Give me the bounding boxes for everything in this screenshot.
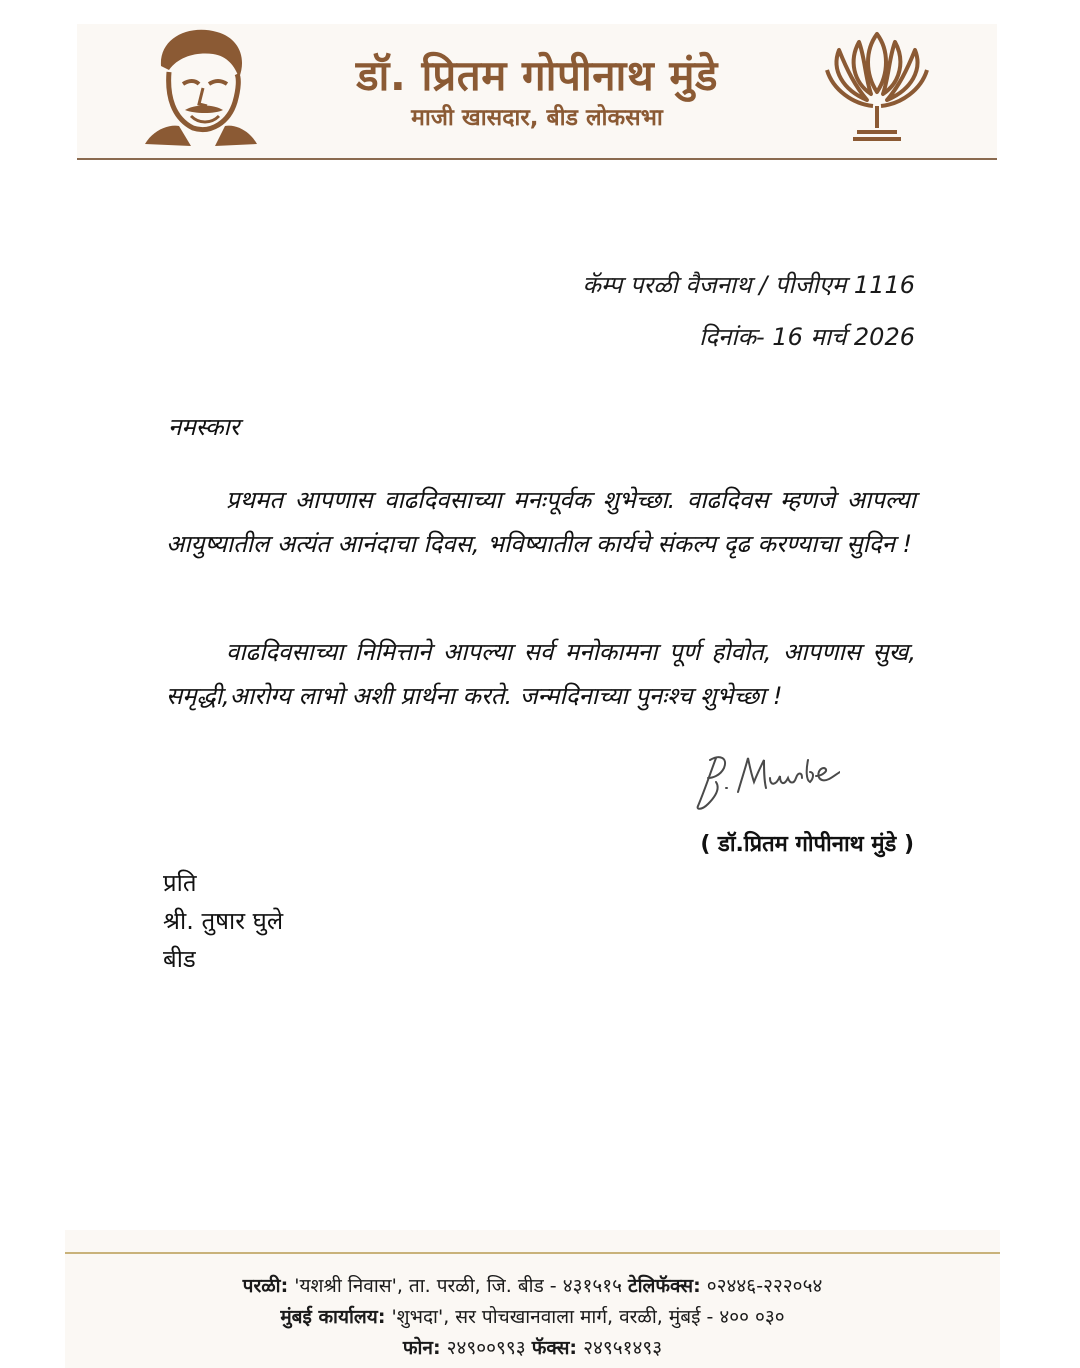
letterhead-footer — [65, 1230, 1000, 1368]
letterhead-header — [77, 24, 997, 160]
footer-mumbai-address — [65, 1303, 1000, 1329]
footer-label: फॅक्स: — [531, 1337, 578, 1359]
header-subtitle: माजी खासदार, बीड लोकसभा — [411, 105, 663, 131]
footer-label: टेलिफॅक्स: — [628, 1275, 701, 1297]
recipient-prefix: प्रति — [163, 869, 197, 897]
footer-text: ०२४४६-२२२०५४ — [700, 1275, 823, 1297]
signatory-name: ( डॉ.प्रितम गोपीनाथ मुंडे ) — [700, 832, 914, 857]
footer-label: मुंबई कार्यालय: — [280, 1306, 386, 1328]
footer-parli-address — [65, 1272, 1000, 1298]
footer-contact — [65, 1334, 1000, 1360]
footer-label: फोन: — [402, 1337, 441, 1359]
reference-number: कॅम्प परळी वैजनाथ / पीजीएम 1116 — [582, 271, 915, 299]
handwritten-signature — [690, 748, 840, 812]
salutation: नमस्कार — [168, 413, 240, 441]
footer-label: परळी: — [242, 1275, 289, 1297]
lotus-icon — [825, 30, 929, 146]
recipient-name: श्री. तुषार घुले — [163, 907, 284, 935]
letter-date: दिनांक- 16 मार्च 2026 — [699, 323, 915, 351]
footer-divider — [65, 1252, 1000, 1254]
paragraph-wishes: वाढदिवसाच्या निमित्ताने आपल्या सर्व मनोकामना पूर्ण होवोत, आपणास सुख, समृद्धी,आरोग्य लाभो अशी प्रार्थना करते. जन्मदिनाच्या पुनःश्च शुभेच्छा ! — [166, 638, 916, 710]
footer-text: 'यशश्री निवास', ता. परळी, जि. बीड - ४३१५१५ — [288, 1275, 629, 1297]
paragraph-greeting: प्रथमत आपणास वाढदिवसाच्या मनःपूर्वक शुभेच्छा. वाढदिवस म्हणजे आपल्या आयुष्यातील अत्यंत आनंदाचा दिवस, भविष्यातील कार्यचे संकल्प दृढ करण्याचा सुदिन ! — [166, 486, 916, 558]
header-name: डॉ. प्रितम गोपीनाथ मुंडे — [356, 51, 718, 100]
footer-text: 'शुभदा', सर पोचखानवाला मार्ग, वरळी, मुंबई - ४०० ०३० — [385, 1306, 785, 1328]
recipient-place: बीड — [163, 945, 196, 973]
footer-text: २४९५१४९३ — [577, 1337, 663, 1359]
footer-text: २४९००९९३ — [440, 1337, 532, 1359]
